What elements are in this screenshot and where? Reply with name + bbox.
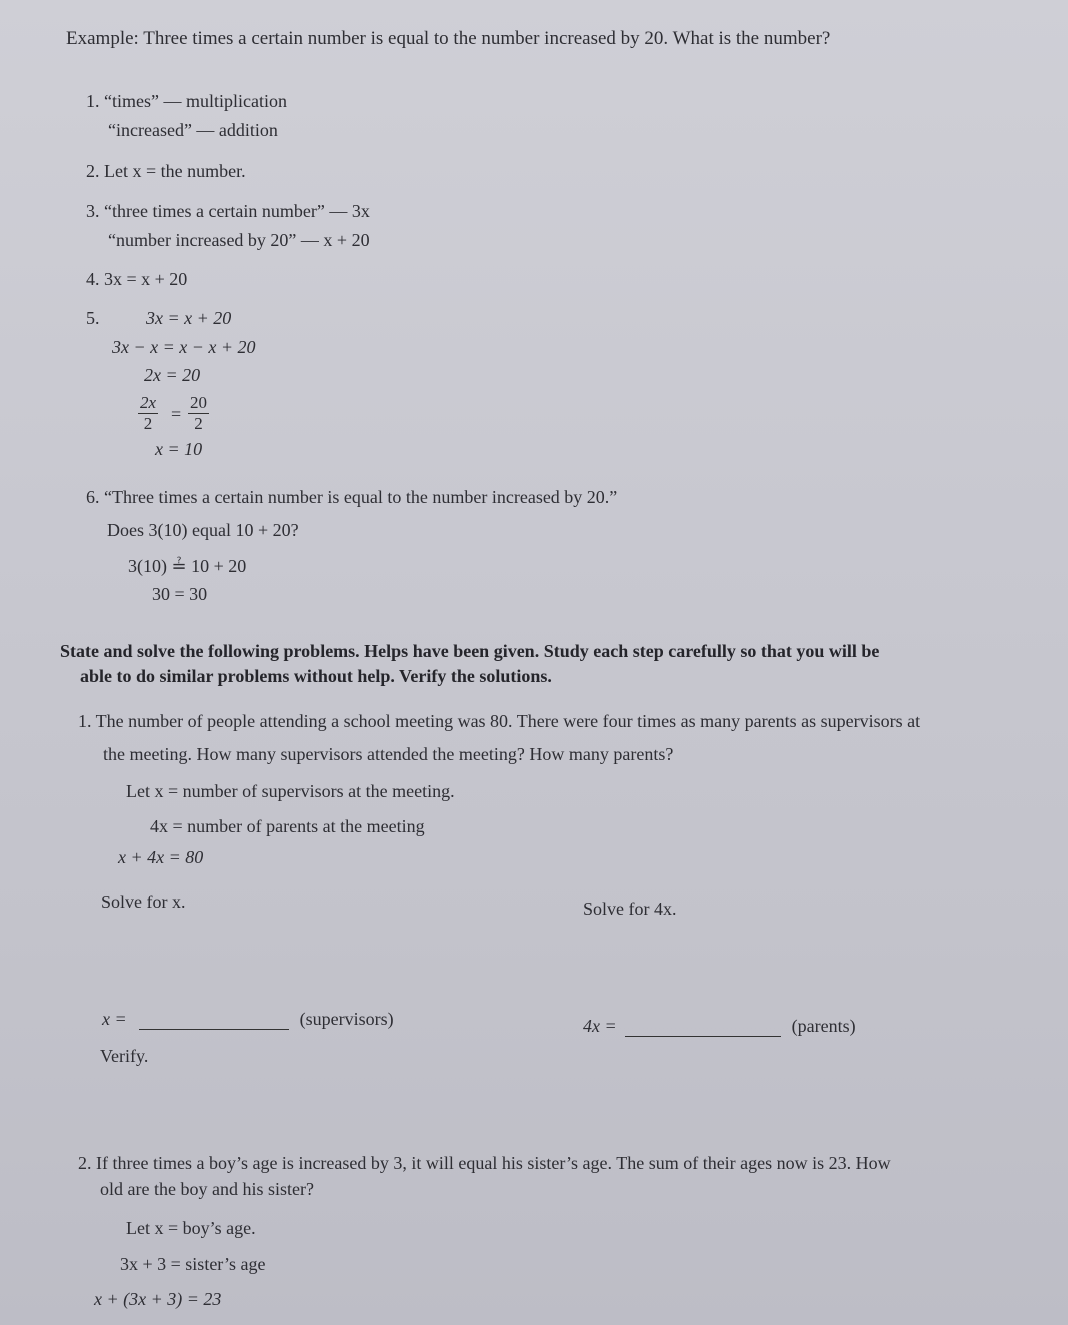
answer-x-label: x = bbox=[102, 1009, 127, 1029]
example-title: Example: Three times a certain number is equal to the number increased by 20. What is the number? bbox=[66, 28, 831, 49]
instructions-line-2: able to do similar problems without help. Verify the solutions. bbox=[80, 666, 552, 686]
solve-line-3: 2x = 20 bbox=[144, 365, 201, 385]
example-step-6-result: 30 = 30 bbox=[152, 584, 208, 604]
instructions-line-1: State and solve the following problems. Helps have been given. Study each step carefully so that you will be bbox=[60, 641, 880, 661]
problem-2-line-2: old are the boy and his sister? bbox=[100, 1179, 314, 1199]
answer-4x-unit: (parents) bbox=[791, 1016, 856, 1036]
example-step-2: 2. Let x = the number. bbox=[86, 161, 246, 181]
solve-line-2: 3x − x = x − x + 20 bbox=[112, 337, 256, 357]
answer-4x-row bbox=[583, 1015, 856, 1037]
fraction-right-numerator: 20 bbox=[190, 393, 207, 412]
example-step-6-question: Does 3(10) equal 10 + 20? bbox=[107, 520, 299, 540]
solve-line-1: 3x = x + 20 bbox=[146, 308, 232, 328]
problem-1-line-1: 1. The number of people attending a school meeting was 80. There were four times as many parents as supervisors at bbox=[78, 711, 921, 731]
example-step-6: 6. “Three times a certain number is equal to the number increased by 20.” bbox=[86, 487, 618, 507]
fraction-left-numerator: 2x bbox=[140, 393, 157, 412]
problem-1-let-1: Let x = number of supervisors at the meeting. bbox=[126, 781, 455, 801]
solve-line-5: x = 10 bbox=[155, 439, 203, 459]
answer-4x-blank[interactable] bbox=[625, 1020, 781, 1037]
answer-x-unit: (supervisors) bbox=[299, 1009, 394, 1029]
fraction-equals: = bbox=[171, 404, 182, 424]
problem-1-verify: Verify. bbox=[100, 1046, 149, 1066]
example-step-3a: 3. “three times a certain number” — 3x bbox=[86, 201, 370, 221]
answer-x-row bbox=[102, 1008, 394, 1030]
problem-1-equation: x + 4x = 80 bbox=[118, 847, 204, 867]
problem-1-line-2: the meeting. How many supervisors attended the meeting? How many parents? bbox=[103, 744, 674, 764]
example-step-5-number: 5. bbox=[86, 308, 100, 328]
example-step-1b: “increased” — addition bbox=[108, 120, 278, 140]
example-step-1a: 1. “times” — multiplication bbox=[86, 91, 287, 111]
answer-4x-label: 4x = bbox=[583, 1016, 617, 1036]
problem-1-solve-4x: Solve for 4x. bbox=[583, 899, 677, 919]
example-step-6-check: 3(10) ≟ 10 + 20 bbox=[128, 556, 247, 576]
problem-1-let-2: 4x = number of parents at the meeting bbox=[150, 816, 425, 836]
problem-2-equation: x + (3x + 3) = 23 bbox=[94, 1289, 222, 1309]
fraction-left bbox=[138, 393, 158, 434]
problem-1-solve-x: Solve for x. bbox=[101, 892, 186, 912]
fraction-right bbox=[188, 393, 209, 434]
example-step-4: 4. 3x = x + 20 bbox=[86, 269, 188, 289]
problem-2-let-1: Let x = boy’s age. bbox=[126, 1218, 256, 1238]
fraction-right-denominator: 2 bbox=[194, 414, 203, 433]
problem-2-line-1: 2. If three times a boy’s age is increased by 3, it will equal his sister’s age. The sum of their ages now is 23. How bbox=[78, 1153, 891, 1173]
problem-2-let-2: 3x + 3 = sister’s age bbox=[120, 1254, 266, 1274]
fraction-left-denominator: 2 bbox=[143, 414, 153, 433]
answer-x-blank[interactable] bbox=[139, 1013, 289, 1030]
example-step-3b: “number increased by 20” — x + 20 bbox=[108, 230, 370, 250]
